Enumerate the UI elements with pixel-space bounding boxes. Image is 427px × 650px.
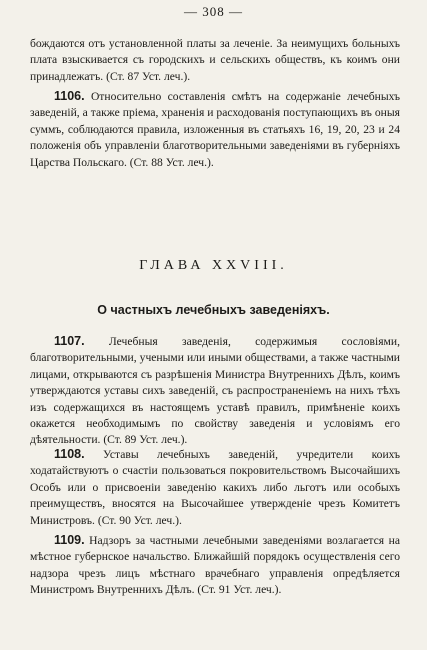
article-number: 1108. xyxy=(54,447,85,461)
article-text: Надзоръ за частными лечебными заведеніями возлагается на мѣстное губернское начальство. Ближайшій порядокъ осуществленія сего надзора чрезъ лицъ мѣстнаго врачебнаго управленія опредѣляется Министромъ Внутреннихъ Дѣлъ. (Ст. 91 Уст. леч.). xyxy=(30,534,400,597)
article-1106 xyxy=(30,88,400,171)
article-text: Лечебныя заведенія, содержимыя сословіями, благотворительными, учеными или иными обществами, а также частными лицами, открываются съ разрѣшенія Министра Внутреннихъ Дѣлъ, коимъ утверждаются уставы сихъ заведеній, съ распространеніемъ на нихъ тѣхъ изъ содержащихся въ настоящемъ уставѣ правилъ, примѣненіе коихъ окажется необходимымъ по свойству заведенія и условіямъ его дѣятельности. (Ст. 89 Уст. леч.). xyxy=(30,335,400,447)
page-number: — 308 — xyxy=(184,4,243,19)
article-1108 xyxy=(30,446,400,529)
article-number: 1109. xyxy=(54,533,85,547)
section-title: О частныхъ лечебныхъ заведеніяхъ. xyxy=(97,303,330,317)
intro-paragraph: бождаются отъ установленной платы за леченіе. За неимущихъ больныхъ плата взыскивается съ городскихъ и сельскихъ обществъ, къ коимъ они принадлежатъ. (Ст. 87 Уст. леч.). xyxy=(30,37,400,83)
article-number: 1107. xyxy=(54,334,85,348)
article-1107 xyxy=(30,333,400,449)
article-1109 xyxy=(30,532,400,599)
article-text: Относительно составленія смѣтъ на содержаніе лечебныхъ заведеній, а также пріема, храненія и расходованія поступающихъ въ оныя суммъ, соблюдаются правила, изложенныя въ статьяхъ 16, 19, 20, 23 и 24 положенія объ управленіи благотворительными заведеніями въ губерніяхъ Царства Польскаго. (Ст. 88 Уст. леч.). xyxy=(30,90,400,169)
article-text: Уставы лечебныхъ заведеній, учредители коихъ ходатайствуютъ о счастіи пользоваться покровительствомъ Высочайшихъ Особъ или о присвоеніи заведенію какихъ либо льготъ или особыхъ преимуществъ, вносятся на Высочайшее утвержденіе чрезъ Комитетъ Министровъ. (Ст. 90 Уст. леч.). xyxy=(30,448,400,527)
article-number: 1106. xyxy=(54,89,85,103)
chapter-heading: ГЛАВА XXVIII. xyxy=(139,258,288,273)
